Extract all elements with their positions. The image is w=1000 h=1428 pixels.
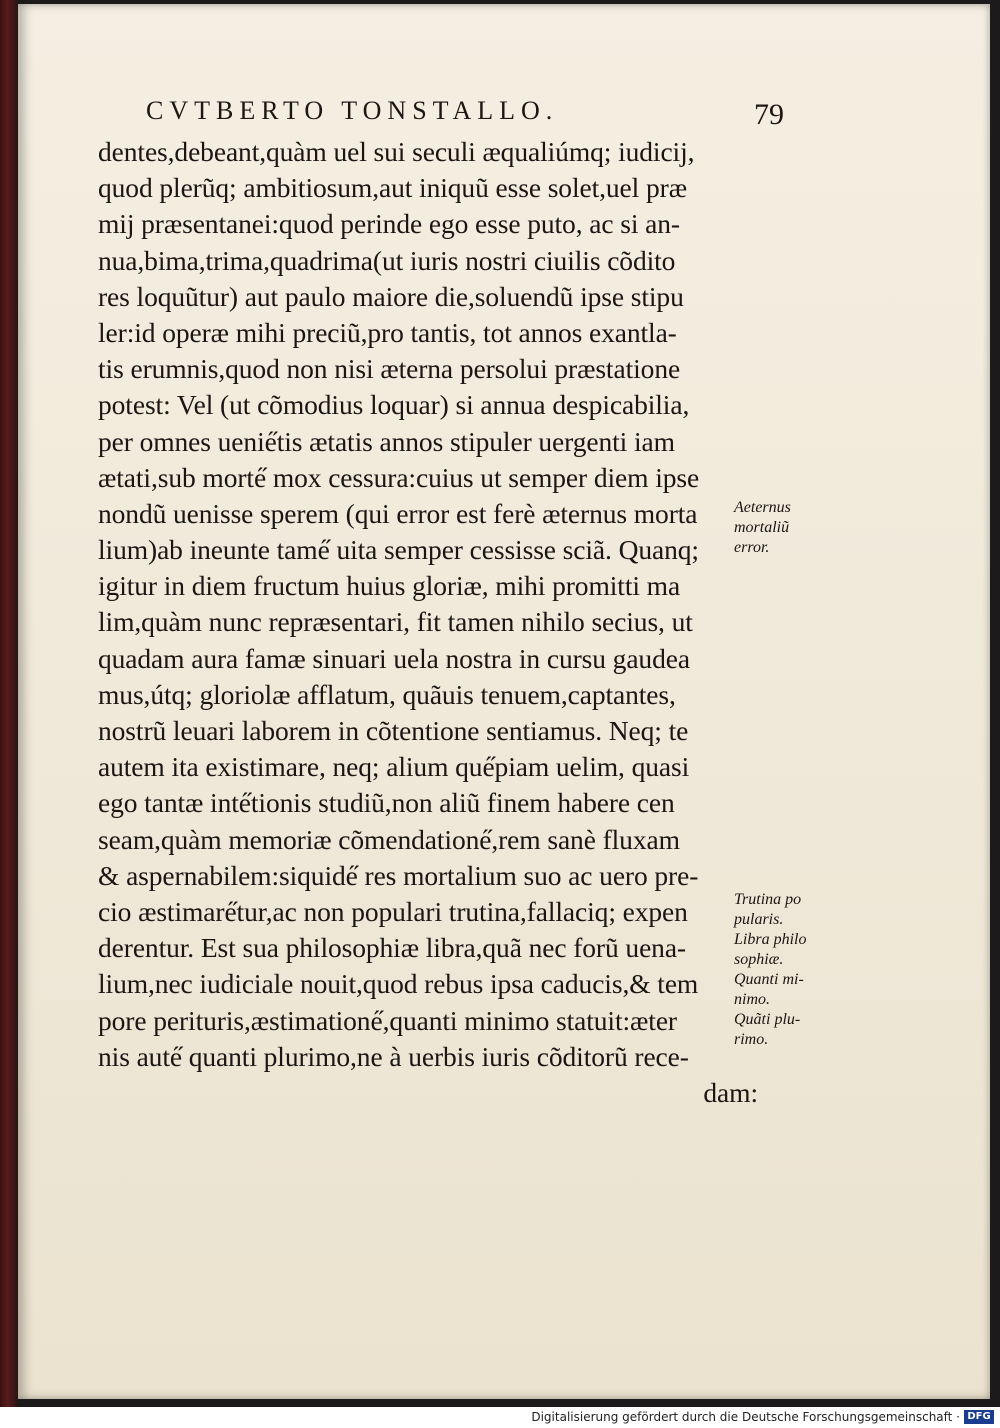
text-line: pore perituris,æstimatione̋,quanti minimo statuit:æter	[98, 1004, 677, 1036]
binding-edge	[0, 0, 18, 1407]
text-line: dentes,debeant,quàm uel sui seculi æqualiúmq; iudicij,	[98, 136, 695, 167]
marginal-note	[734, 890, 806, 1050]
text-line: ler:id operæ mihi preciũ,pro tantis, tot annos exantla-	[98, 316, 677, 348]
marginal-line: rimo.	[734, 1031, 769, 1048]
text-line: lim,quàm nunc repræsentari, fit tamen nihilo secius, ut	[98, 606, 693, 638]
dfg-logo: DFG	[964, 1410, 994, 1424]
marginal-line: error.	[734, 539, 770, 556]
footer-bar	[0, 1407, 1000, 1428]
running-head: CVTBERTO TONSTALLO.	[146, 96, 559, 125]
text-line: quod plerũq; ambitiosum,aut iniquũ esse solet,uel præ	[98, 172, 687, 204]
marginal-line: mortaliũ	[734, 519, 790, 536]
marginal-line: Aeternus	[734, 499, 791, 516]
text-line: quadam aura famæ sinuari uela nostra in cursu gaudea	[98, 642, 690, 674]
text-line: & aspernabilem:siquide̋ res mortalium suo ac uero pre-	[98, 859, 699, 891]
text-line: tis erumnis,quod non nisi æterna persolui præstatione	[98, 353, 681, 385]
text-line: nua,bima,trima,quadrima(ut iuris nostri ciuilis cõdito	[98, 244, 676, 276]
text-line: nondũ uenisse sperem (qui error est ferè æternus morta	[98, 497, 698, 529]
text-line: ætati,sub morte̋ mox cessura:cuius ut semper diem ipse	[98, 461, 700, 493]
marginal-line: nimo.	[734, 991, 770, 1008]
page-number: 79	[754, 98, 784, 131]
marginal-line: Libra philo	[734, 931, 807, 948]
text-line: potest: Vel (ut cõmodius loquar) si annua despicabilia,	[98, 389, 690, 421]
text-line: igitur in diem fructum huius gloriæ, mihi promitti ma	[98, 570, 681, 602]
body-text	[98, 134, 758, 1111]
text-line: mus,útq; gloriolæ afflatum, quãuis tenuem,captantes,	[98, 678, 676, 710]
digitization-credit: Digitalisierung gefördert durch die Deutsche Forschungsgemeinschaft ·	[531, 1410, 960, 1424]
text-line: res loquũtur) aut paulo maiore die,soluendũ ipse stipu	[98, 280, 684, 312]
book-page	[18, 4, 990, 1399]
text-line: seam,quàm memoriæ cõmendatione̋,rem sanè fluxam	[98, 823, 680, 855]
text-line: ego tantæ inte̋tionis studiũ,non aliũ finem habere cen	[98, 787, 675, 819]
marginal-line: Quanti mi-	[734, 971, 804, 988]
text-line: lium,nec iudiciale nouit,quod rebus ipsa caducis,& tem	[98, 968, 699, 1000]
text-line: cio æstimare̋tur,ac non populari trutina,fallaciq; expen	[98, 895, 688, 927]
marginal-note	[734, 498, 791, 558]
text-line: autem ita existimare, neq; alium que̋piam uelim, quasi	[98, 751, 690, 783]
marginal-line: pularis.	[734, 911, 784, 928]
text-line: per omnes uenie̋tis ætatis annos stipuler uergenti iam	[98, 425, 675, 457]
catchword: dam:	[703, 1076, 758, 1108]
text-line: nis aute̋ quanti plurimo,ne à uerbis iuris cõditorũ rece-	[98, 1040, 689, 1072]
text-line: derentur. Est sua philosophiæ libra,quã nec forũ uena-	[98, 932, 686, 964]
marginal-line: Trutina po	[734, 891, 802, 908]
text-line: lium)ab ineunte tame̋ uita semper cessisse sciã. Quanq;	[98, 534, 699, 566]
text-line: nostrũ leuari laborem in cõtentione sentiamus. Neq; te	[98, 715, 689, 746]
text-line: mij præsentanei:quod perinde ego esse puto, ac si an-	[98, 208, 680, 240]
marginal-line: sophiæ.	[734, 951, 784, 968]
marginal-line: Quãti plu-	[734, 1011, 801, 1028]
